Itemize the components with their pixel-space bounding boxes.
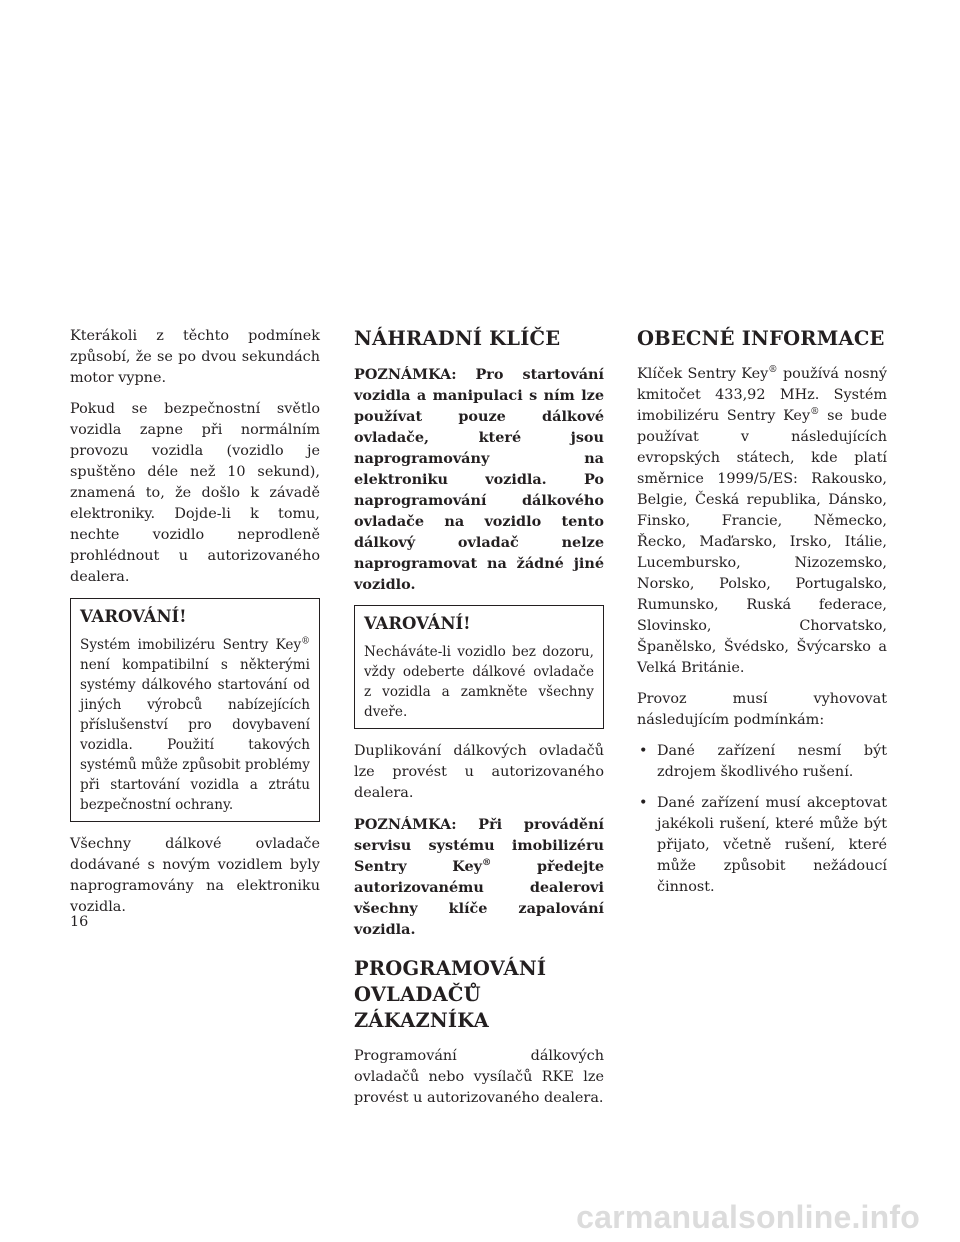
warning-box: [70, 598, 320, 822]
text-part: se bude používat v následujících evropských státech, kde platí směrnice 1999/5/ES: Rakousko, Belgie, Česká republika, Dánsko, Finsko, Francie, Německo, Řecko, Maďarsko, Irsko, Itálie, Lucembursko, Nizozemsko, Norsko, Polsko, Portugalsko, Rumunsko, Ruská federace, Slovinsko, Chorvatsko, Španělsko, Švédsko, Švýcarsko a Velká Británie.: [637, 408, 887, 676]
registered-mark: ®: [301, 636, 310, 647]
warning-text: Necháváte-li vozidlo bez dozoru, vždy odeberte dálkové ovladače z vozidla a zamkněte všechny dveře.: [364, 644, 594, 720]
paragraph: Provoz musí vyhovovat následujícím podmínkám:: [637, 691, 887, 728]
paragraph: [637, 364, 887, 679]
text-part: používá nosný kmitočet 433,92 MHz. Systém imobilizéru Sentry Key: [637, 366, 887, 424]
column-left: [70, 326, 320, 928]
paragraph: Kterákoli z těchto podmínek způsobí, že se po dvou sekundách motor vypne.: [70, 328, 320, 386]
note: POZNÁMKA: Pro startování vozidla a manipulaci s ním lze používat pouze dálkové ovladače, které jsou naprogramovány na elektroniku vozidla. Po naprogramování dálkového ovladače na vozidlo tento dálkový ovladač nelze naprogramovat na žádné jiné vozidlo.: [354, 366, 604, 593]
paragraph: Všechny dálkové ovladače dodávané s novým vozidlem byly naprogramovány na elektroniku vozidla.: [70, 836, 320, 915]
note: [354, 814, 604, 940]
warning-title: VAROVÁNÍ!: [364, 614, 471, 633]
column-right: [637, 326, 887, 908]
watermark: carmanualsonline.info: [576, 1199, 920, 1235]
heading-customer-programming: PROGRAMOVÁNÍ OVLADAČŮ ZÁKAZNÍKA: [354, 957, 547, 1032]
registered-mark: ®: [768, 364, 778, 376]
heading-general-info: OBECNÉ INFORMACE: [637, 327, 885, 350]
warning-text-part: Systém imobilizéru Sentry Key: [80, 637, 302, 653]
text-part: Klíček Sentry Key: [637, 366, 769, 382]
page-number: 16: [70, 914, 89, 930]
note-part: POZNÁMKA: Při provádění servisu systému imobilizéru Sentry Key: [354, 816, 604, 875]
paragraph: Pokud se bezpečnostní světlo vozidla zapne při normálním provozu vozidla (vozidlo je spuštěno déle než 10 sekund), znamená to, že došlo k závadě elektroniky. Dojde-li k tomu, nechte vozidlo neprodleně prohlédnout u autorizovaného dealera.: [70, 401, 320, 585]
warning-text-part: není kompatibilní s některými systémy dálkového startování od jiných výrobců nabízejících příslušenství pro dovybavení vozidla. Použití takových systémů může způsobit problémy při startování vozidla a ztrátu bezpečnostní ochrany.: [80, 657, 310, 813]
list-item: • Dané zařízení musí akceptovat jakékoli rušení, které může být přijato, včetně rušení, které může způsobit nežádoucí činnost.: [637, 793, 887, 898]
heading-spare-keys: NÁHRADNÍ KLÍČE: [354, 327, 561, 350]
note-part: předejte autorizovanému dealerovi všechny klíče zapalování vozidla.: [354, 858, 604, 938]
registered-mark: ®: [810, 406, 820, 418]
paragraph: Programování dálkových ovladačů nebo vysílačů RKE lze provést u autorizovaného dealera.: [354, 1048, 604, 1106]
bullet-list: [637, 741, 887, 898]
warning-title: VAROVÁNÍ!: [80, 607, 187, 626]
paragraph: Duplikování dálkových ovladačů lze provést u autorizovaného dealera.: [354, 743, 604, 801]
registered-mark: ®: [481, 857, 492, 869]
list-item: • Dané zařízení nesmí být zdrojem škodlivého rušení.: [637, 741, 887, 783]
column-middle: [354, 326, 604, 1119]
warning-text: [80, 635, 310, 815]
warning-box: [354, 605, 604, 729]
